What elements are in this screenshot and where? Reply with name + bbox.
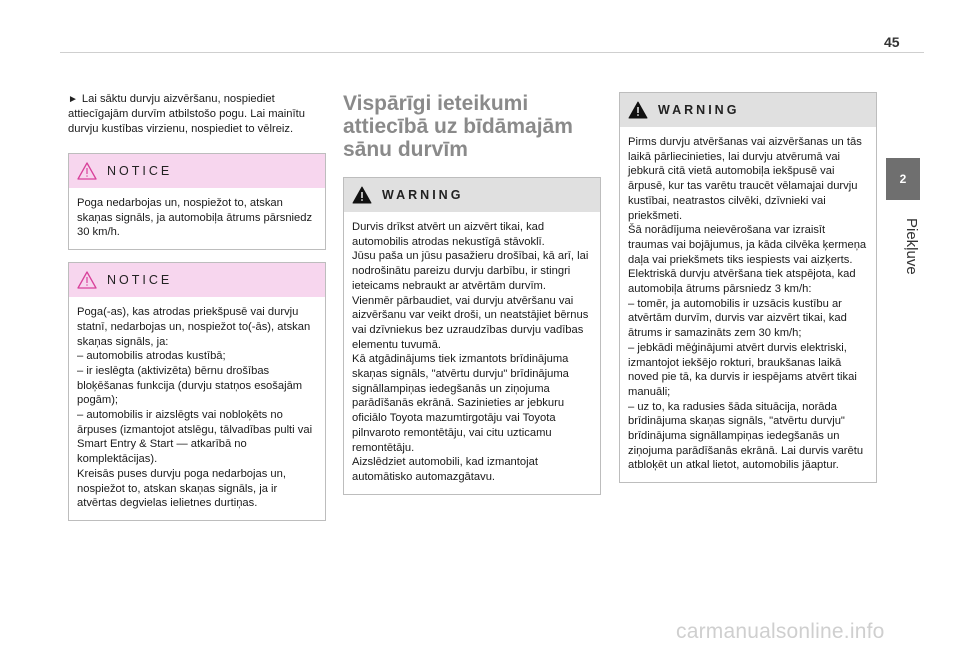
warning-triangle-filled-icon xyxy=(352,186,372,204)
top-divider xyxy=(60,52,924,53)
watermark: carmanualsonline.info xyxy=(676,620,885,643)
notice-box-conditions xyxy=(68,262,326,521)
column-middle xyxy=(343,92,601,507)
notice-body: Poga nedarbojas un, nospiežot to, atskan skaņas signāls, ja automobiļa ātrums pārsniedz 30 km/h. xyxy=(77,197,313,239)
notice-title: NOTICE xyxy=(107,164,173,178)
intro-text: Lai sāktu durvju aizvēršanu, nospiediet attiecīgajām durvīm atbilstošo pogu. Lai mainītu durvju kustības virzienu, nospiediet to vēlreiz. xyxy=(68,93,305,135)
warning-title: WARNING xyxy=(658,103,740,117)
warning-title: WARNING xyxy=(382,188,464,202)
notice-header xyxy=(69,154,325,188)
warning-box-general xyxy=(343,177,601,495)
warning-body: Durvis drīkst atvērt un aizvērt tikai, kad automobilis atrodas nekustīgā stāvoklī. Jūsu paša un jūsu pasažieru drošībai, kā arī, lai nodrošinātu pareizu durvju darbību, ir stingri ieteicams nebraukt ar atvērtām durvīm. Vienmēr pārbaudiet, vai durvju atvēršanu vai aizvēršanu var veikt droši, un neatstājiet bērnus vai dzīvniekus bez uzraudzības durvju vadības elementu tuvumā. Kā atgādinājums tiek izmantots brīdinājuma skaņas signāls, "atvērtu durvju" brīdinājuma signāllampiņas iedegšanās un ziņojuma parādīšanās ekrānā. Sazinieties ar jebkuru oficiālo Toyota mazumtirgotāju vai Toyota pilnvaroto remontētāju, vai citu uzticamu remontētāju. Aizslēdziet automobili, kad izmantojat automātisko automazgātavu. xyxy=(352,221,589,483)
chapter-tab[interactable]: 2 xyxy=(886,158,920,200)
notice-title: NOTICE xyxy=(107,273,173,288)
warning-triangle-outline-icon xyxy=(77,162,97,180)
warning-header xyxy=(620,93,876,127)
page-number: 45 xyxy=(884,34,900,50)
notice-body: Poga(-as), kas atrodas priekšpusē vai durvju statnī, nedarbojas un, nospiežot to(-ās), atskan skaņas signāls, ja: – automobilis atrodas kustībā; – ir ieslēgta (aktivizēta) bērnu drošības bloķēšanas funkcija (durvju statņos esošajām pogām); – automobilis ir aizslēgts vai nobloķēts no ārpuses (izmantojot atslēgu, tālvadības pulti vai Smart Entry & Start — atkarībā no komplektācijas). Kreisās puses durvju poga nedarbojas un, nospiežot to, atskan skaņas signāls, ja ir atvērtas degvielas ielietnes durtiņas. xyxy=(77,306,313,510)
warning-triangle-outline-icon xyxy=(77,271,97,289)
notice-box-speed xyxy=(68,153,326,250)
triangle-right-icon: ► xyxy=(68,94,78,105)
warning-box-obstruction xyxy=(619,92,877,483)
warning-header xyxy=(344,178,600,212)
intro-paragraph xyxy=(68,92,326,137)
warning-body: Pirms durvju atvēršanas vai aizvēršanas un tās laikā pārliecinieties, lai durvju atvērumā vai jebkurā citā vietā automobiļa iekšpusē vai ārpusē, kur tas varētu traucēt vēlamajai durvju kustībai, neatrastos cilvēki, dzīvnieki vai priekšmeti. Šā norādījuma neievērošana var izraisīt traumas vai bojājumus, ja kāda cilvēka ķermeņa daļa vai priekšmets tiks iespiests vai aizķerts. Elektriskā durvju atvēršana tiek atspējota, kad automobiļa ātrums pārsniedz 3 km/h: – tomēr, ja automobilis ir uzsācis kustību ar atvērtām durvīm, durvis var aizvērt tikai, kad ātrums ir samazināts zem 30 km/h; – jebkādi mēģinājumi atvērt durvis elektriski, izmantojot iekšējo rokturi, braukšanas laikā noved pie tā, ka durvis ir iespējams atvērt tikai manuāli; – uz to, ka radusies šāda situācija, norāda brīdinājuma skaņas signāls, "atvērtu durvju" brīdinājuma signāllampiņas iedegšanās un ziņojuma parādīšanās ekrānā. Lai durvis varētu atbloķēt un atkal lietot, automobilis jāaptur. xyxy=(628,136,867,472)
section-title: Vispārīgi ieteikumi attiecībā uz bīdāmajām sānu durvīm xyxy=(343,92,573,161)
column-left xyxy=(68,92,326,533)
warning-triangle-filled-icon xyxy=(628,101,648,119)
column-right xyxy=(619,92,877,495)
notice-header xyxy=(69,263,325,297)
chapter-title: Piekļuve xyxy=(903,218,920,275)
